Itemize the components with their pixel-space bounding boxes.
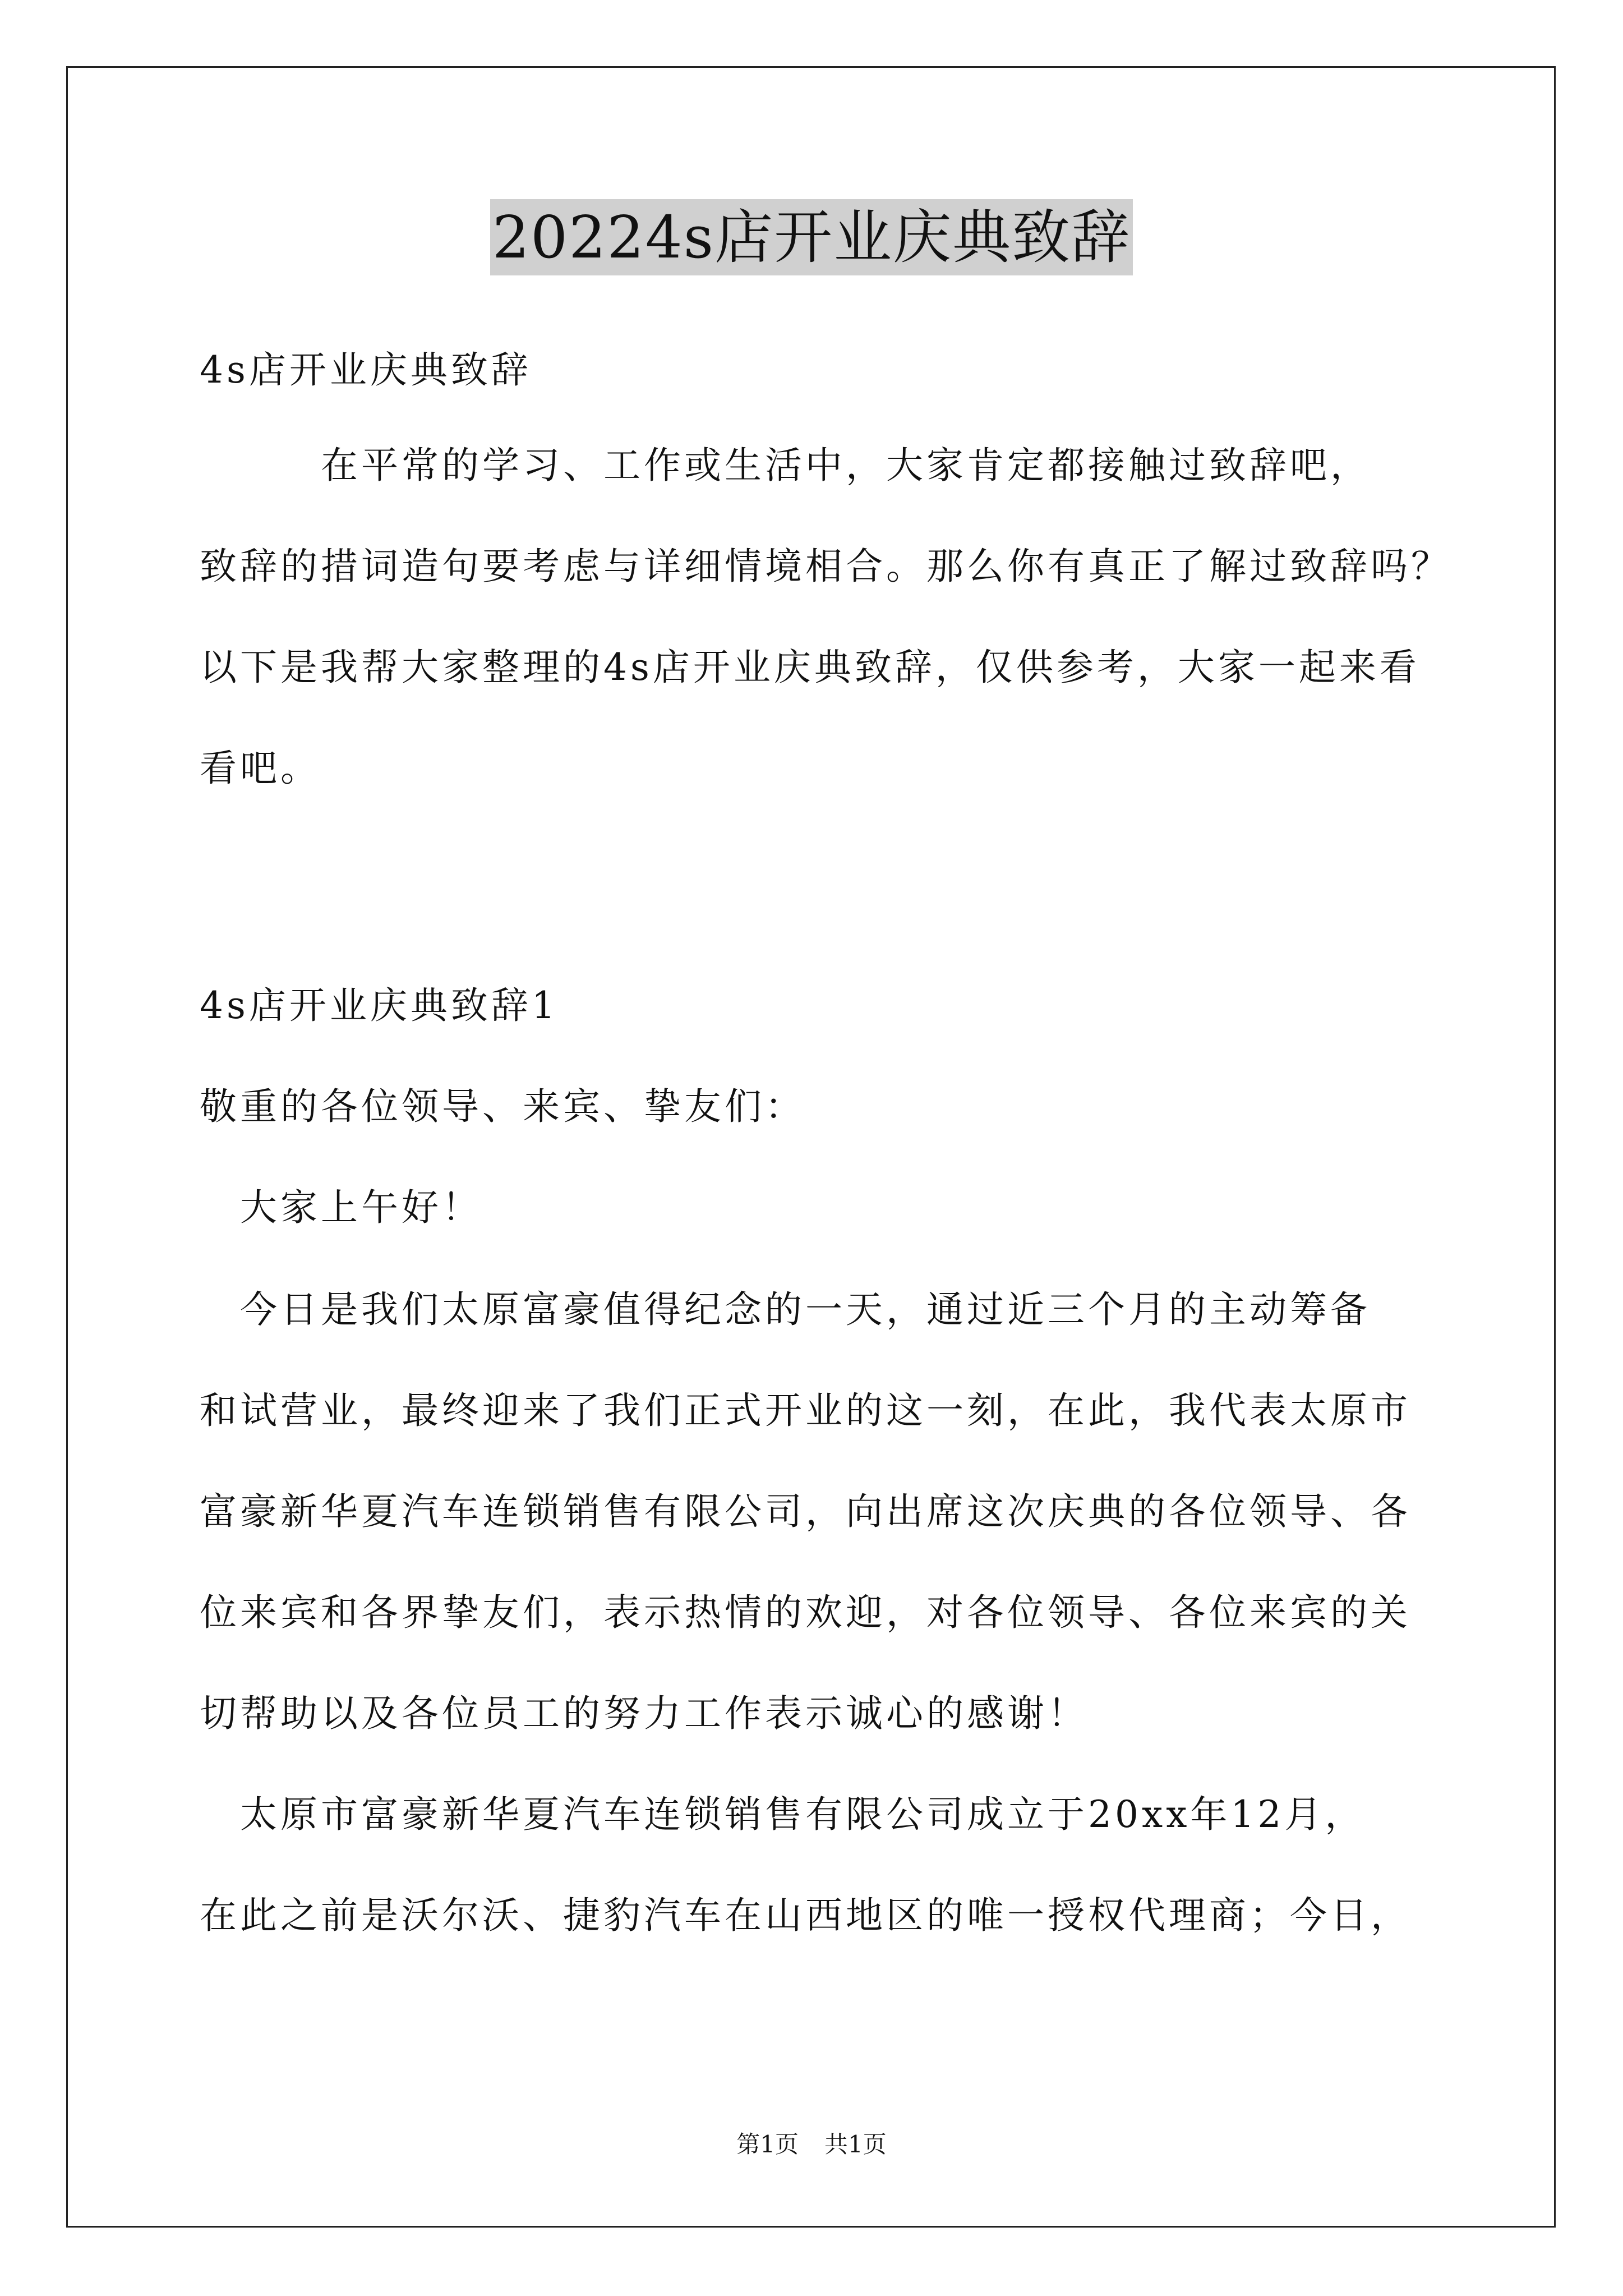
body-line: 今日是我们太原富豪值得纪念的一天，通过近三个月的主动筹备 — [200, 1288, 1371, 1331]
page-footer — [0, 2129, 1623, 2160]
document-subtitle: 4s店开业庆典致辞 — [200, 348, 532, 392]
intro-line: 看吧。 — [200, 747, 321, 790]
body-line: 太原市富豪新华夏汽车连锁销售有限公司成立于20xx年12月， — [200, 1793, 1366, 1836]
body-line: 在此之前是沃尔沃、捷豹汽车在山西地区的唯一授权代理商；今日， — [200, 1894, 1411, 1937]
intro-line: 以下是我帮大家整理的4s店开业庆典致辞，仅供参考，大家一起来看 — [200, 646, 1420, 689]
section-heading: 4s店开业庆典致辞1 — [200, 984, 559, 1027]
document-title: 20224s店开业庆典致辞 — [490, 199, 1133, 275]
body-line: 切帮助以及各位员工的努力工作表示诚心的感谢！ — [200, 1692, 1088, 1735]
intro-line: 致辞的措词造句要考虑与详细情境相合。那么你有真正了解过致辞吗？ — [200, 545, 1451, 588]
body-line: 和试营业，最终迎来了我们正式开业的这一刻，在此，我代表太原市 — [200, 1389, 1411, 1432]
salutation: 敬重的各位领导、来宾、挚友们： — [200, 1085, 805, 1128]
body-line: 富豪新华夏汽车连锁销售有限公司，向出席这次庆典的各位领导、各 — [200, 1490, 1411, 1533]
page-total: 共1页 — [824, 2131, 887, 2158]
page-number: 第1页 — [736, 2131, 799, 2158]
body-line: 大家上午好！ — [200, 1186, 482, 1229]
body-line: 位来宾和各界挚友们，表示热情的欢迎，对各位领导、各位来宾的关 — [200, 1591, 1411, 1634]
intro-line: 在平常的学习、工作或生活中，大家肯定都接触过致辞吧， — [200, 444, 1371, 487]
title-wrap — [0, 199, 1623, 275]
